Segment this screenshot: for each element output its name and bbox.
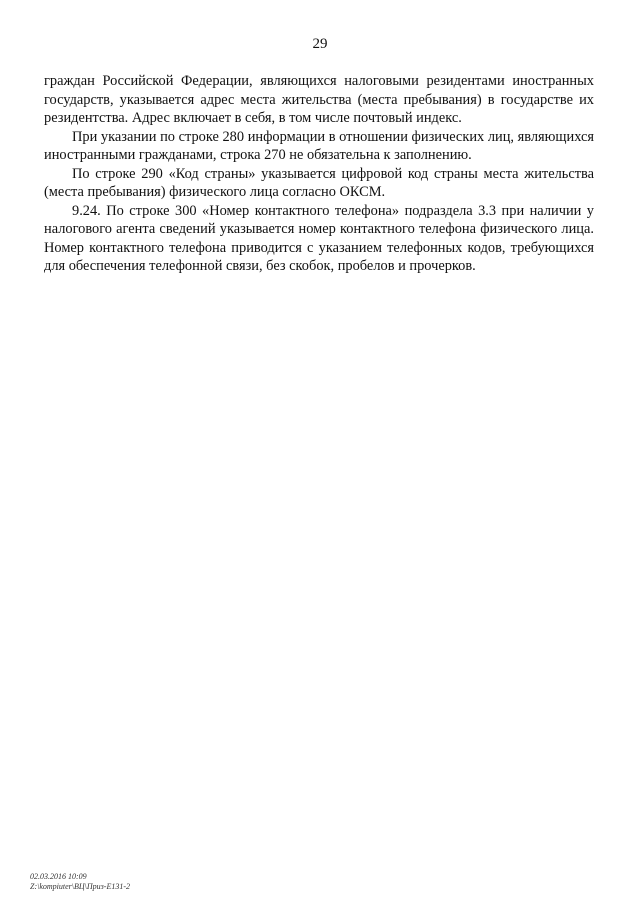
paragraph: По строке 290 «Код страны» указывается цифровой код страны места жительства (места пребывания) физического лица согласно ОКСМ. [44, 165, 594, 200]
page-number: 29 [312, 36, 328, 52]
document-body [44, 72, 594, 276]
paragraph: При указании по строке 280 информации в отношении физических лиц, являющихся иностранными гражданами, строка 270 не обязательна к заполнению. [44, 128, 594, 163]
paragraph: граждан Российской Федерации, являющихся налоговыми резидентами иностранных государств, указывается адрес места жительства (места пребывания) в государстве их резидентства. Адрес включает в себя, в том числе почтовый индекс. [44, 73, 594, 126]
footer-file-path: Z:\kompiuter\ВЦ\Приз-Е131-2 [30, 882, 130, 891]
footer-timestamp: 02.03.2016 10:09 [30, 872, 87, 881]
paragraph: 9.24. По строке 300 «Номер контактного телефона» подраздела 3.3 при наличии у налогового агента сведений указывается номер контактного телефона физического лица. Номер контактного телефона приводится с указанием телефонных кодов, требующихся для обеспечения телефонной связи, без скобок, пробелов и прочерков. [44, 202, 594, 274]
document-footer [30, 872, 130, 892]
